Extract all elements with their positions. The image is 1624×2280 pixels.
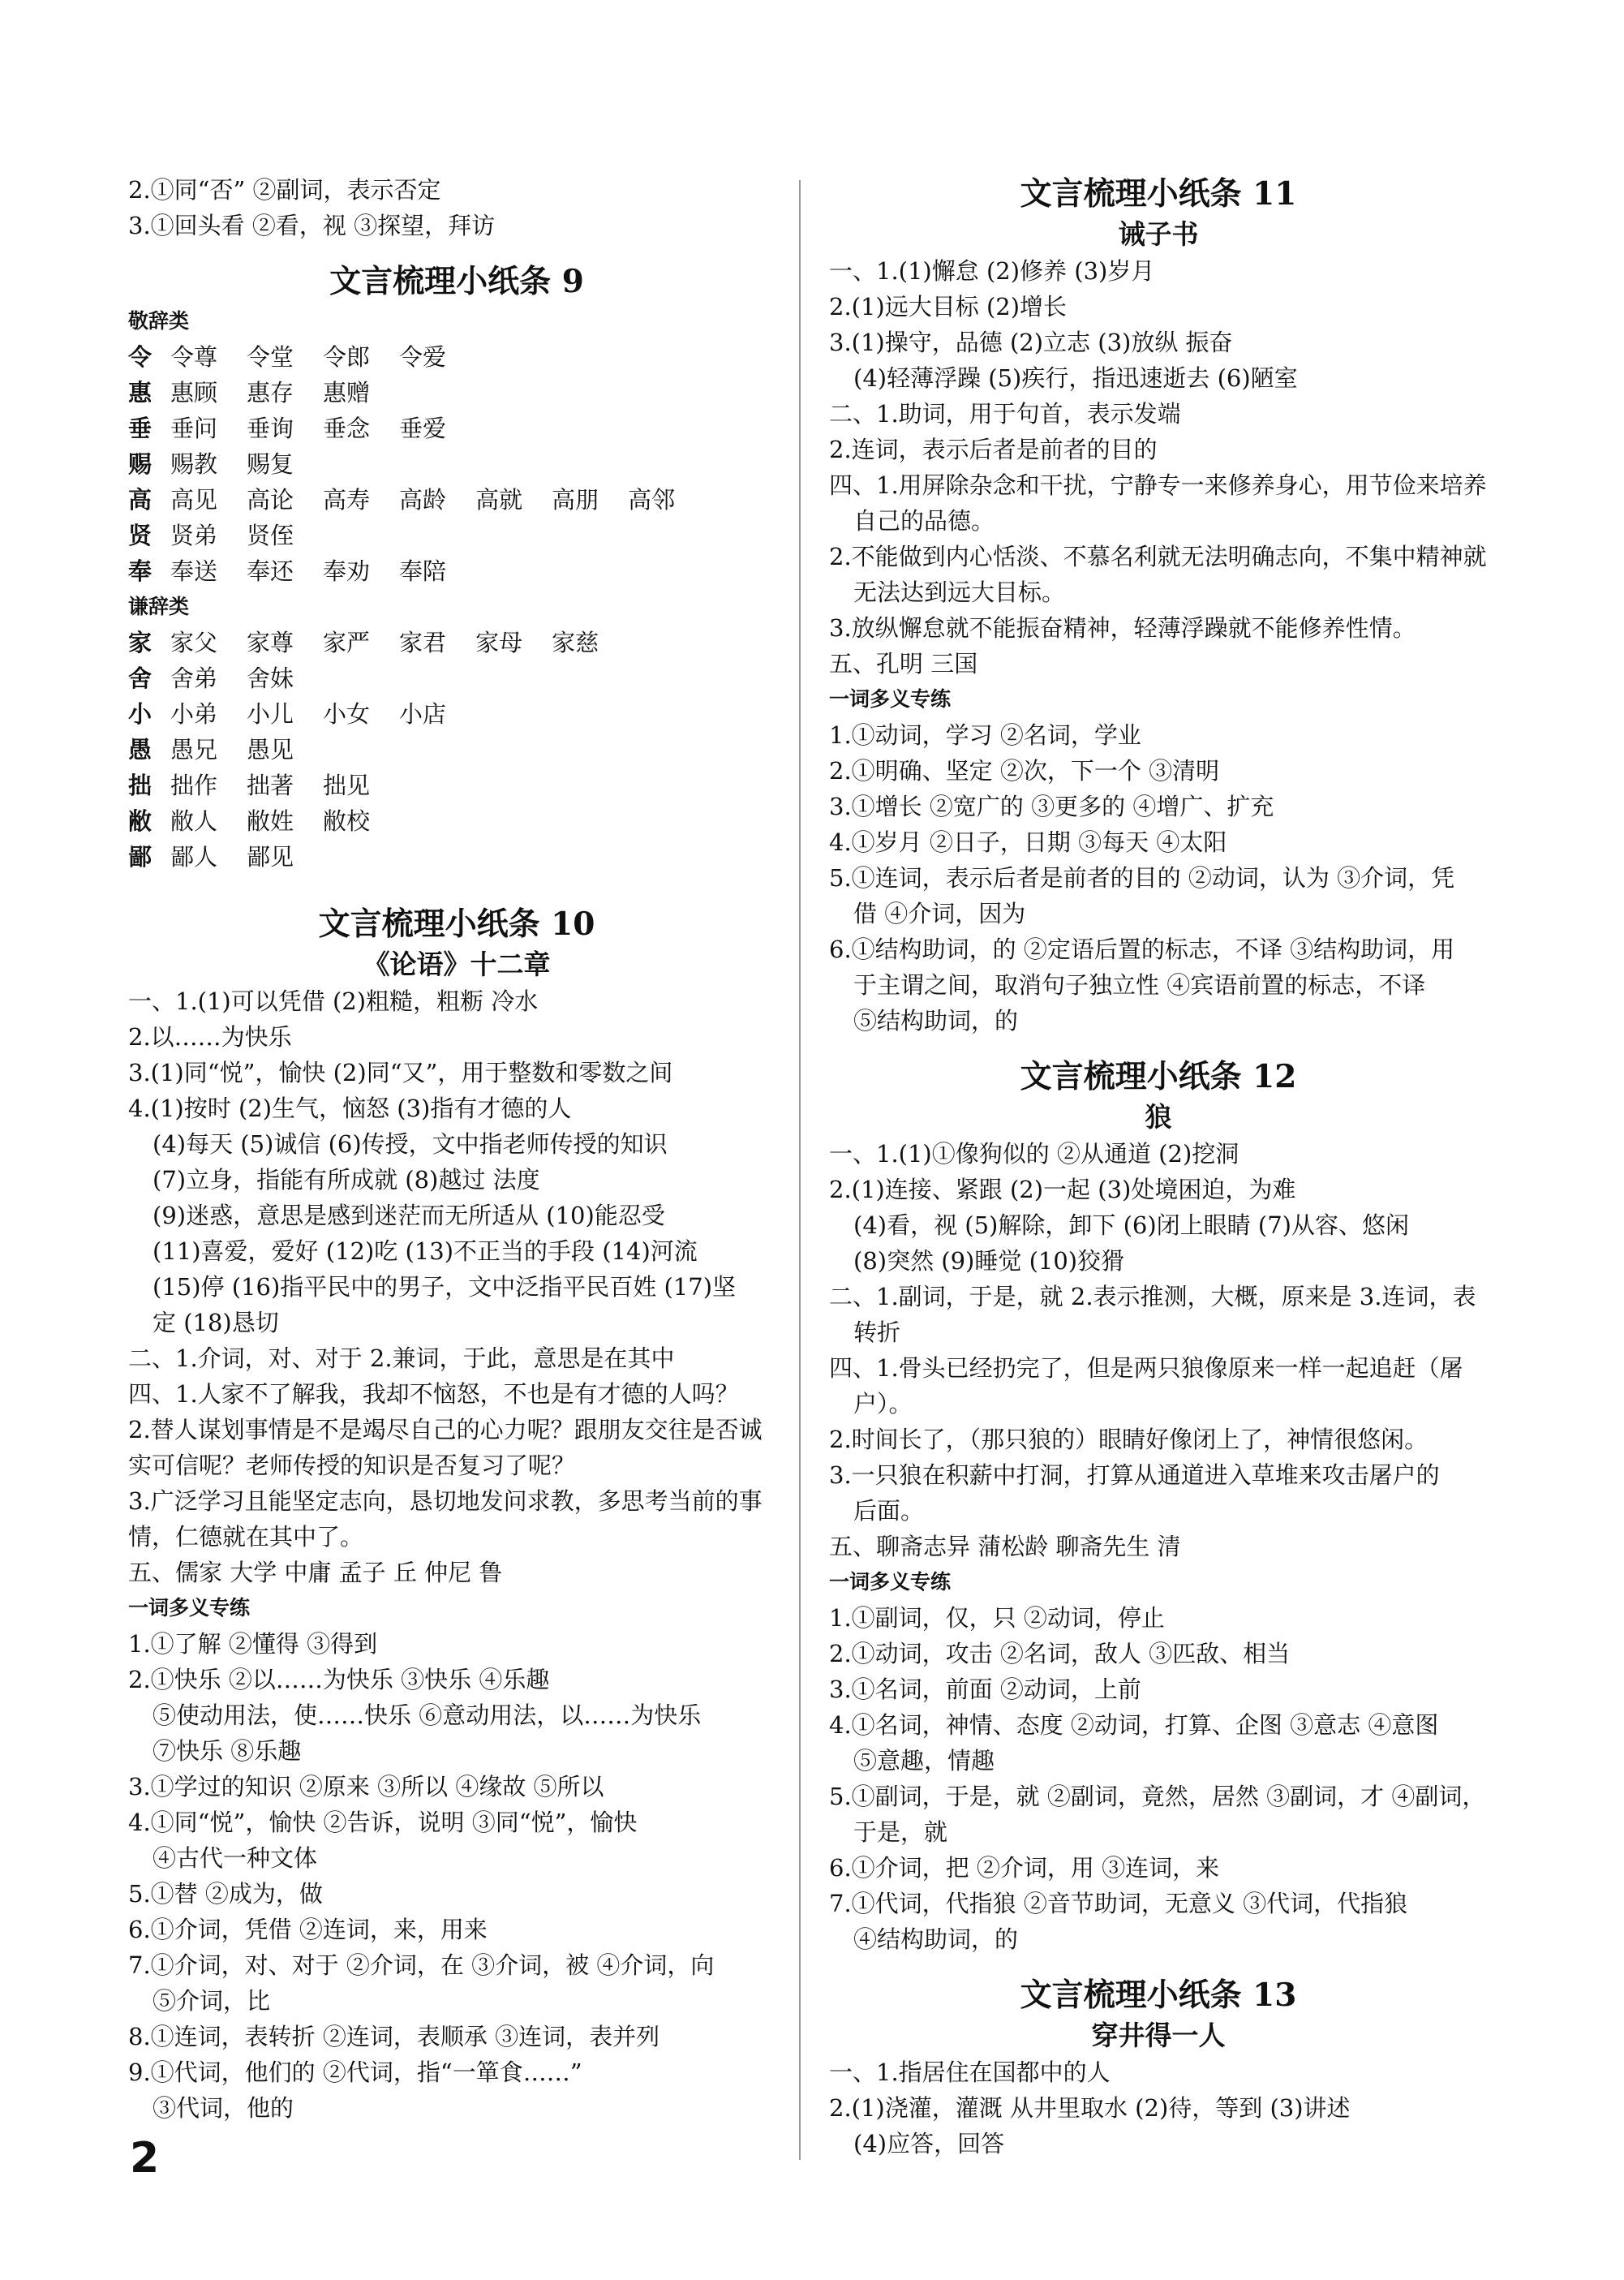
section-subtitle: 《论语》十二章 xyxy=(363,949,551,980)
practice-heading: 一词多义专练 xyxy=(829,687,952,711)
column-divider xyxy=(799,180,801,2160)
text-line: 2.不能做到内心恬淡、不慕名利就无法明确志向，不集中精神就 xyxy=(829,543,1487,570)
text-line: 2.①快乐 ②以……为快乐 ③快乐 ④乐趣 xyxy=(128,1666,550,1693)
text-line: 2.①同“否” ②副词，表示否定 xyxy=(128,176,441,204)
text-line: 于是，就 xyxy=(853,1818,948,1846)
respect-word-list xyxy=(128,339,785,589)
vocab-word: 惠赠 xyxy=(323,379,371,407)
vocab-key: 敝 xyxy=(128,807,153,835)
section-title: 文言梳理小纸条 10 xyxy=(318,906,595,943)
text-line: 一、1.(1)①像狗似的 ②从通道 (2)挖洞 xyxy=(829,1140,1239,1168)
text-line: ③代词，他的 xyxy=(153,2094,294,2122)
text-line: 4.①同“悦”，愉快 ②告诉，说明 ③同“悦”，愉快 xyxy=(128,1809,638,1836)
text-line: 二、1.介词，对、对于 2.兼词，于此，意思是在其中 xyxy=(128,1344,675,1372)
vocab-row xyxy=(128,625,785,660)
vocab-word: 令爱 xyxy=(399,343,447,371)
vocab-word: 奉陪 xyxy=(399,557,447,585)
text-line: 自己的品德。 xyxy=(853,507,995,535)
vocab-key: 令 xyxy=(128,343,153,371)
section-title: 文言梳理小纸条 11 xyxy=(1020,175,1297,213)
text-line: (4)每天 (5)诚信 (6)传授，文中指老师传授的知识 xyxy=(153,1130,668,1158)
text-line: ⑤使动用法，使……快乐 ⑥意动用法，以……为快乐 xyxy=(153,1701,702,1729)
vocab-word: 小店 xyxy=(399,700,447,728)
text-line: (4)轻薄浮躁 (5)疾行，指迅速逝去 (6)陋室 xyxy=(853,364,1298,392)
vocab-row xyxy=(128,660,785,696)
text-line: 五、儒家 大学 中庸 孟子 丘 仲尼 鲁 xyxy=(128,1559,503,1586)
vocab-word: 敝校 xyxy=(323,807,371,835)
text-line: 2.(1)连接、紧跟 (2)一起 (3)处境困迫，为难 xyxy=(829,1176,1296,1203)
vocab-word: 垂爱 xyxy=(399,415,447,442)
vocab-word: 家慈 xyxy=(552,629,599,656)
vocab-word: 拙见 xyxy=(323,772,371,799)
text-line: 1.①副词，仅，只 ②动词，停止 xyxy=(829,1604,1165,1632)
vocab-word: 家母 xyxy=(475,629,523,656)
text-line: (7)立身，指能有所成就 (8)越过 法度 xyxy=(153,1166,540,1194)
text-line: (11)喜爱，爱好 (12)吃 (13)不正当的手段 (14)河流 xyxy=(153,1237,698,1265)
vocab-word: 惠顾 xyxy=(170,379,218,407)
answer-block xyxy=(829,1136,1488,1564)
text-line: 户）。 xyxy=(853,1390,913,1417)
text-line: 6.①介词，把 ②介词，用 ③连词，来 xyxy=(829,1854,1220,1882)
vocab-word: 贤弟 xyxy=(170,522,218,549)
text-line: 8.①连词，表转折 ②连词，表顺承 ③连词，表并列 xyxy=(128,2023,660,2050)
vocab-key: 拙 xyxy=(128,772,153,799)
practice-block xyxy=(829,717,1488,1039)
left-column xyxy=(128,172,785,2126)
vocab-row xyxy=(128,732,785,768)
vocab-key: 赐 xyxy=(128,450,153,478)
practice-heading: 一词多义专练 xyxy=(128,1596,251,1620)
vocab-word: 高就 xyxy=(475,486,523,514)
category-heading: 敬辞类 xyxy=(128,309,190,333)
text-line: 4.①名词，神情、态度 ②动词，打算、企图 ③意志 ④意图 xyxy=(829,1711,1439,1739)
vocab-key: 垂 xyxy=(128,415,153,442)
text-line: 五、孔明 三国 xyxy=(829,650,978,678)
vocab-word: 小女 xyxy=(323,700,371,728)
text-line: 2.替人谋划事情是不是竭尽自己的心力呢？跟朋友交往是否诚 xyxy=(128,1416,763,1443)
answer-block xyxy=(128,983,785,1590)
text-line: 3.(1)同“悦”，愉快 (2)同“又”，用于整数和零数之间 xyxy=(128,1059,673,1086)
text-line: 后面。 xyxy=(853,1497,925,1525)
vocab-word: 拙著 xyxy=(247,772,294,799)
page-number: 2 xyxy=(130,2134,160,2183)
text-line: 3.①回头看 ②看，视 ③探望，拜访 xyxy=(128,212,496,239)
section-title: 文言梳理小纸条 13 xyxy=(1020,1977,1297,2014)
right-column xyxy=(829,172,1488,2162)
vocab-key: 高 xyxy=(128,486,153,514)
text-line: 3.①学过的知识 ②原来 ③所以 ④缘故 ⑤所以 xyxy=(128,1773,604,1800)
text-line: 四、1.骨头已经扔完了，但是两只狼像原来一样一起追赶（屠 xyxy=(829,1354,1463,1382)
vocab-word: 垂问 xyxy=(170,415,218,442)
text-line: (8)突然 (9)睡觉 (10)狡猾 xyxy=(853,1247,1125,1275)
text-line: 情，仁德就在其中了。 xyxy=(128,1523,364,1551)
vocab-row xyxy=(128,375,785,411)
vocab-word: 奉还 xyxy=(247,557,294,585)
text-line: 2.以……为快乐 xyxy=(128,1023,292,1051)
vocab-word: 高龄 xyxy=(399,486,447,514)
vocab-word: 拙作 xyxy=(170,772,218,799)
vocab-word: 鄙见 xyxy=(247,843,294,871)
text-line: 5.①副词，于是，就 ②副词，竟然，居然 ③副词，才 ④副词， xyxy=(829,1783,1486,1810)
answer-block xyxy=(829,2054,1488,2162)
text-line: 6.①结构助词，的 ②定语后置的标志，不译 ③结构助词，用 xyxy=(829,936,1455,963)
vocab-word: 敝人 xyxy=(170,807,218,835)
text-line: 实可信呢？老师传授的知识是否复习了呢？ xyxy=(128,1452,576,1479)
text-line: 一、1.(1)可以凭借 (2)粗糙，粗粝 冷水 xyxy=(128,987,539,1015)
vocab-word: 高论 xyxy=(247,486,294,514)
text-line: 3.放纵懈怠就不能振奋精神，轻薄浮躁就不能修养性情。 xyxy=(829,614,1416,642)
vocab-key: 奉 xyxy=(128,557,153,585)
section-subtitle: 穿井得一人 xyxy=(1091,2020,1226,2051)
vocab-word: 小儿 xyxy=(247,700,294,728)
text-line: ⑤结构助词，的 xyxy=(853,1007,1019,1035)
text-line: 定 (18)恳切 xyxy=(153,1309,279,1336)
text-line: 四、1.用屏除杂念和干扰，宁静专一来修养身心，用节俭来培养 xyxy=(829,471,1487,499)
vocab-row xyxy=(128,339,785,375)
text-line: 2.时间长了，（那只狼的）眼睛好像闭上了，神情很悠闲。 xyxy=(829,1426,1429,1453)
practice-block xyxy=(829,1600,1488,1957)
vocab-word: 垂念 xyxy=(323,415,371,442)
vocab-word: 家父 xyxy=(170,629,218,656)
text-line: (4)看，视 (5)解除，卸下 (6)闭上眼睛 (7)从容、悠闲 xyxy=(853,1211,1409,1239)
text-line: 一、1.指居住在国都中的人 xyxy=(829,2058,1111,2086)
text-line: 于主谓之间，取消句子独立性 ④宾语前置的标志，不译 xyxy=(853,971,1426,999)
vocab-key: 惠 xyxy=(128,379,153,407)
vocab-row xyxy=(128,839,785,875)
text-line: 5.①替 ②成为，做 xyxy=(128,1880,323,1908)
vocab-word: 愚兄 xyxy=(170,736,218,764)
text-line: 3.广泛学习且能坚定志向，恳切地发问求教，多思考当前的事 xyxy=(128,1487,763,1515)
answer-block xyxy=(829,253,1488,682)
vocab-word: 高朋 xyxy=(552,486,599,514)
text-line: 借 ④介词，因为 xyxy=(853,900,1026,927)
vocab-row xyxy=(128,768,785,803)
text-line: 7.①代词，代指狼 ②音节助词，无意义 ③代词，代指狼 xyxy=(829,1890,1408,1917)
text-line: 二、1.副词，于是，就 2.表示推测，大概，原来是 3.连词，表 xyxy=(829,1283,1476,1310)
vocab-word: 敝姓 xyxy=(247,807,294,835)
text-line: 2.①明确、坚定 ②次，下一个 ③清明 xyxy=(829,757,1220,785)
text-line: 2.(1)浇灌，灌溉 从井里取水 (2)待，等到 (3)讲述 xyxy=(829,2094,1351,2122)
text-line: 9.①代词，他们的 ②代词，指“一箪食……” xyxy=(128,2058,582,2086)
section-title: 文言梳理小纸条 9 xyxy=(329,263,584,300)
text-line: 3.①增长 ②宽广的 ③更多的 ④增广、扩充 xyxy=(829,793,1274,820)
category-heading: 谦辞类 xyxy=(128,595,190,618)
vocab-key: 舍 xyxy=(128,665,153,692)
vocab-row xyxy=(128,518,785,553)
vocab-key: 贤 xyxy=(128,522,153,549)
text-line: 6.①介词，凭借 ②连词，来，用来 xyxy=(128,1916,488,1943)
vocab-word: 高寿 xyxy=(323,486,371,514)
vocab-word: 小弟 xyxy=(170,700,218,728)
vocab-key: 家 xyxy=(128,629,153,656)
text-line: ⑤意趣，情趣 xyxy=(853,1747,995,1775)
vocab-row xyxy=(128,696,785,732)
vocab-row xyxy=(128,803,785,839)
text-line: 2.(1)远大目标 (2)增长 xyxy=(829,293,1068,320)
text-line: ⑤介词，比 xyxy=(153,1987,271,2015)
practice-block xyxy=(128,1626,785,2126)
text-line: 转折 xyxy=(853,1319,901,1346)
text-line: 2.连词，表示后者是前者的目的 xyxy=(829,436,1158,463)
vocab-row xyxy=(128,446,785,482)
text-line: 5.①连词，表示后者是前者的目的 ②动词，认为 ③介词，凭 xyxy=(829,864,1455,892)
vocab-word: 奉送 xyxy=(170,557,218,585)
text-line: 3.(1)操守，品德 (2)立志 (3)放纵 振奋 xyxy=(829,329,1233,356)
vocab-word: 赐复 xyxy=(247,450,294,478)
vocab-key: 小 xyxy=(128,700,153,728)
text-line: 4.①岁月 ②日子，日期 ③每天 ④太阳 xyxy=(829,828,1227,856)
vocab-word: 赐教 xyxy=(170,450,218,478)
text-line: (4)应答，回答 xyxy=(853,2130,1005,2157)
vocab-word: 贤侄 xyxy=(247,522,294,549)
text-line: 二、1.助词，用于句首，表示发端 xyxy=(829,400,1181,428)
practice-heading: 一词多义专练 xyxy=(829,1570,952,1594)
vocab-word: 垂询 xyxy=(247,415,294,442)
humble-word-list xyxy=(128,625,785,875)
vocab-word: 家君 xyxy=(399,629,447,656)
vocab-word: 家严 xyxy=(323,629,371,656)
vocab-word: 鄙人 xyxy=(170,843,218,871)
text-line: ⑦快乐 ⑧乐趣 xyxy=(153,1737,302,1765)
text-line: 五、聊斋志异 蒲松龄 聊斋先生 清 xyxy=(829,1533,1181,1560)
vocab-word: 惠存 xyxy=(247,379,294,407)
vocab-row xyxy=(128,482,785,518)
vocab-word: 奉劝 xyxy=(323,557,371,585)
text-line: (9)迷惑，意思是感到迷茫而无所适从 (10)能忍受 xyxy=(153,1202,665,1229)
text-line: (15)停 (16)指平民中的男子，文中泛指平民百姓 (17)坚 xyxy=(153,1273,737,1301)
vocab-word: 令堂 xyxy=(247,343,294,371)
vocab-word: 令郎 xyxy=(323,343,371,371)
text-line: ④古代一种文体 xyxy=(153,1844,318,1872)
text-line: 1.①了解 ②懂得 ③得到 xyxy=(128,1630,378,1658)
text-line: 3.一只狼在积薪中打洞，打算从通道进入草堆来攻击屠户的 xyxy=(829,1461,1440,1489)
section-subtitle: 诫子书 xyxy=(1118,218,1199,250)
section-title: 文言梳理小纸条 12 xyxy=(1020,1058,1297,1095)
text-line: ④结构助词，的 xyxy=(853,1925,1019,1953)
text-line: 3.①名词，前面 ②动词，上前 xyxy=(829,1676,1141,1703)
vocab-key: 鄙 xyxy=(128,843,153,871)
vocab-word: 高邻 xyxy=(628,486,676,514)
text-line: 7.①介词，对、对于 ②介词，在 ③介词，被 ④介词，向 xyxy=(128,1951,715,1979)
vocab-row xyxy=(128,553,785,589)
vocab-word: 高见 xyxy=(170,486,218,514)
text-line: 一、1.(1)懈怠 (2)修养 (3)岁月 xyxy=(829,257,1155,285)
vocab-word: 舍妹 xyxy=(247,665,294,692)
section-subtitle: 狼 xyxy=(1145,1101,1172,1133)
text-line: 无法达到远大目标。 xyxy=(853,579,1066,606)
vocab-word: 令尊 xyxy=(170,343,218,371)
vocab-key: 愚 xyxy=(128,736,153,764)
text-line: 四、1.人家不了解我，我却不恼怒，不也是有才德的人吗？ xyxy=(128,1380,739,1408)
vocab-word: 舍弟 xyxy=(170,665,218,692)
vocab-word: 愚见 xyxy=(247,736,294,764)
vocab-row xyxy=(128,411,785,446)
text-line: 2.①动词，攻击 ②名词，敌人 ③匹敌、相当 xyxy=(829,1640,1291,1667)
text-line: 4.(1)按时 (2)生气，恼怒 (3)指有才德的人 xyxy=(128,1095,572,1122)
vocab-word: 家尊 xyxy=(247,629,294,656)
text-line: 1.①动词，学习 ②名词，学业 xyxy=(829,721,1141,749)
